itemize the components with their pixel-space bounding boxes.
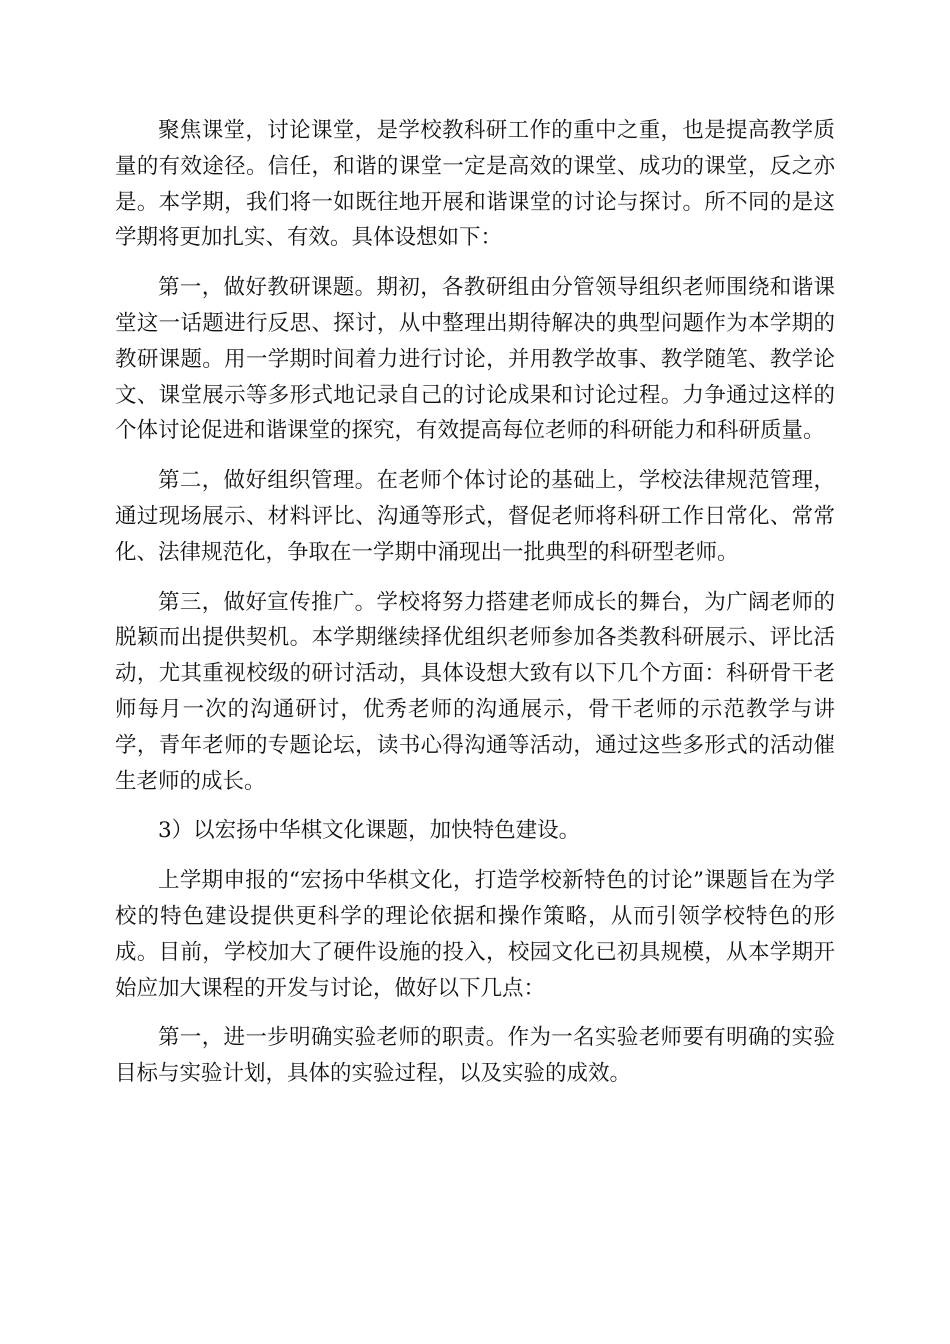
paragraph-focus-classroom: 聚焦课堂，讨论课堂，是学校教科研工作的重中之重，也是提高教学质量的有效途径。信任，和谐的课堂一定是高效的课堂、成功的课堂，反之亦是。本学期，我们将一如既往地开展和谐课堂的讨论与探讨。所不同的是这学期将更加扎实、有效。具体设想如下： bbox=[115, 118, 835, 251]
paragraph-second-organization: 第二，做好组织管理。在老师个体讨论的基础上，学校法律规范管理，通过现场展示、材料评比、沟通等形式，督促老师将科研工作日常化、常常化、法律规范化，争取在一学期中涌现出一批典型的科研型老师。 bbox=[115, 468, 835, 565]
document-body bbox=[115, 113, 835, 1106]
paragraph-section-3-heading: 3）以宏扬中华棋文化课题，加快特色建设。 bbox=[158, 818, 581, 844]
paragraph-first-teacher-duties: 第一，进一步明确实验老师的职责。作为一名实验老师要有明确的实验目标与实验计划，具体的实验过程，以及实验的成效。 bbox=[115, 1025, 835, 1087]
paragraph-first-research-topic: 第一，做好教研课题。期初，各教研组由分管领导组织老师围绕和谐课堂这一话题进行反思、探讨，从中整理出期待解决的典型问题作为本学期的教研课题。用一学期时间着力进行讨论，并用教学故事、教学随笔、教学论文、课堂展示等多形式地记录自己的讨论成果和讨论过程。力争通过这样的个体讨论促进和谐课堂的探究，有效提高每位老师的科研能力和科研质量。 bbox=[115, 275, 835, 444]
paragraph-third-promotion: 第三，做好宣传推广。学校将努力搭建老师成长的舞台，为广阔老师的脱颖而出提供契机。本学期继续择优组织老师参加各类教科研展示、评比活动，尤其重视校级的研讨活动，具体设想大致有以下几个方面：科研骨干老师每月一次的沟通研讨，优秀老师的沟通展示，骨干老师的示范教学与讲学，青年老师的专题论坛，读书心得沟通等活动，通过这些多形式的活动催生老师的成长。 bbox=[115, 589, 835, 794]
paragraph-chess-culture-project: 上学期申报的“宏扬中华棋文化，打造学校新特色的讨论”课题旨在为学校的特色建设提供更科学的理论依据和操作策略，从而引领学校特色的形成。目前，学校加大了硬件设施的投入，校园文化已初具规模，从本学期开始应加大课程的开发与讨论，做好以下几点： bbox=[115, 868, 835, 1001]
